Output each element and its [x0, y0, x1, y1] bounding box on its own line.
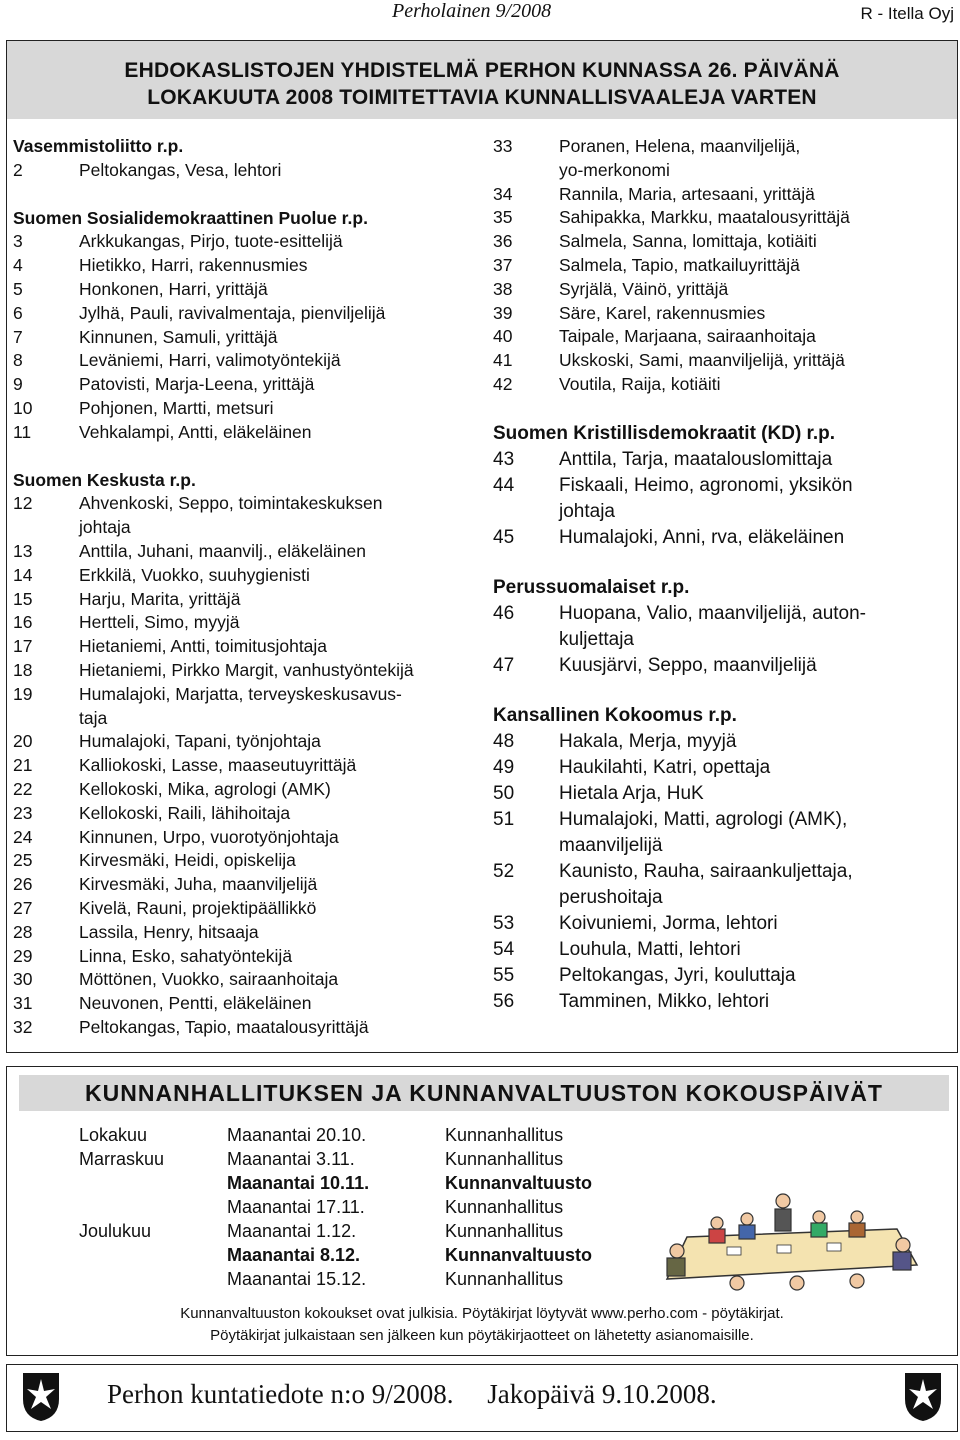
candidate-row [13, 159, 479, 183]
candidate-line: Hietala Arja, HuK [559, 782, 704, 804]
candidate-row [493, 937, 953, 963]
candidate-text [559, 473, 953, 525]
meeting-month [79, 1243, 227, 1267]
candidate-row [13, 897, 479, 921]
party-name: Suomen Kristillisdemokraatit (KD) r.p. [493, 422, 836, 444]
candidate-number: 6 [13, 302, 23, 323]
candidates-title-line1: EHDOKASLISTOJEN YHDISTELMÄ PERHON KUNNASSA 26. PÄIVÄNÄ [124, 59, 840, 82]
candidate-number: 15 [13, 588, 33, 609]
candidate-line: taja [79, 707, 108, 728]
candidates-title-line2: LOKAKUUTA 2008 TOIMITETTAVIA KUNNALLISVAALEJA VARTEN [147, 86, 817, 109]
candidate-line: Fiskaali, Heimo, agronomi, yksikön [559, 474, 853, 496]
candidate-text [559, 859, 953, 911]
candidate-line: Rannila, Maria, artesaani, yrittäjä [559, 183, 815, 204]
candidate-number: 30 [13, 969, 33, 990]
candidate-row [493, 183, 953, 207]
candidate-line: Anttila, Juhani, maanvilj., eläkeläinen [79, 540, 366, 561]
candidate-line: Haukilahti, Katri, opettaja [559, 756, 771, 778]
candidate-row [493, 601, 953, 653]
party-spacer [493, 679, 953, 703]
candidate-text [79, 278, 479, 302]
candidate-text [79, 254, 479, 278]
candidate-row [493, 254, 953, 278]
candidate-text [79, 564, 479, 588]
candidate-number: 42 [493, 373, 513, 394]
candidate-text [559, 911, 953, 937]
meeting-row [79, 1123, 645, 1147]
candidate-line: Lassila, Henry, hitsaaja [79, 921, 259, 942]
party-spacer [493, 551, 953, 575]
candidate-line: kuljettaja [559, 628, 634, 650]
meeting-body: Kunnanhallitus [445, 1149, 564, 1169]
candidate-number: 54 [493, 938, 515, 960]
candidate-row [493, 911, 953, 937]
candidate-row [13, 397, 479, 421]
candidates-title [7, 41, 957, 119]
candidate-text [559, 206, 953, 230]
candidate-line: Möttönen, Vuokko, sairaanhoitaja [79, 969, 339, 990]
candidate-line: Pohjonen, Martti, metsuri [79, 397, 274, 418]
meeting-month: Marraskuu [79, 1149, 165, 1169]
candidate-number: 18 [13, 659, 33, 680]
candidate-row [493, 135, 953, 183]
candidate-number: 39 [493, 302, 513, 323]
meeting-date: Maanantai 10.11. [227, 1173, 370, 1193]
candidate-text [79, 421, 479, 445]
meetings-note-line1: Kunnanvaltuuston kokoukset ovat julkisia. Pöytäkirjat löytyvät www.perho.com - pöytäkirjat. [180, 1305, 784, 1322]
candidate-line: johtaja [559, 500, 615, 522]
candidate-line: johtaja [79, 517, 131, 538]
party-spacer [13, 445, 479, 469]
candidate-number: 43 [493, 448, 515, 470]
candidates-box [6, 40, 958, 1053]
meeting-month [79, 1267, 227, 1291]
candidate-row [493, 989, 953, 1015]
candidate-line: Kinnunen, Samuli, yrittäjä [79, 326, 278, 347]
candidate-line: Taipale, Marjaana, sairaanhoitaja [559, 326, 816, 347]
candidate-row [13, 873, 479, 897]
candidate-text [79, 492, 479, 540]
candidate-row [13, 373, 479, 397]
candidate-row [493, 653, 953, 679]
meetings-note-line2: Pöytäkirjat julkaistaan sen jälkeen kun pöytäkirjaotteet on lähetetty asianomaisille. [210, 1327, 754, 1344]
meeting-month: Joulukuu [79, 1221, 152, 1241]
candidate-line: Sahipakka, Markku, maatalousyrittäjä [559, 207, 850, 228]
candidate-row [493, 807, 953, 859]
meeting-month: Lokakuu [79, 1125, 148, 1145]
meetings-table [79, 1123, 645, 1291]
candidate-number: 48 [493, 730, 515, 752]
candidate-row [13, 540, 479, 564]
candidates-right-column [493, 135, 953, 1015]
candidate-line: Leväniemi, Harri, valimotyöntekijä [79, 350, 341, 371]
candidate-line: Tamminen, Mikko, lehtori [559, 990, 770, 1012]
party-spacer [493, 397, 953, 421]
candidate-row [493, 373, 953, 397]
candidate-line: Kirvesmäki, Heidi, opiskelija [79, 850, 296, 871]
candidate-row [13, 230, 479, 254]
publication-title: Perholainen 9/2008 [392, 0, 552, 22]
candidate-text [79, 968, 479, 992]
candidate-number: 51 [493, 808, 515, 830]
candidate-number: 47 [493, 654, 515, 676]
meetings-title: KUNNANHALLITUKSEN JA KUNNANVALTUUSTON KOKOUSPÄIVÄT [19, 1075, 949, 1111]
candidate-number: 28 [13, 921, 33, 942]
candidate-number: 50 [493, 782, 515, 804]
meeting-body: Kunnanhallitus [445, 1221, 564, 1241]
candidate-text [79, 897, 479, 921]
candidate-line: Syrjälä, Väinö, yrittäjä [559, 278, 729, 299]
candidate-row [13, 492, 479, 540]
candidate-number: 16 [13, 612, 33, 633]
meeting-row [79, 1147, 645, 1171]
party-name: Perussuomalaiset r.p. [493, 576, 690, 598]
candidate-row [13, 968, 479, 992]
candidate-line: perushoitaja [559, 886, 663, 908]
candidate-number: 24 [13, 826, 33, 847]
candidate-row [493, 447, 953, 473]
candidate-row [493, 755, 953, 781]
candidate-row [13, 802, 479, 826]
meeting-body: Kunnanvaltuusto [445, 1173, 592, 1193]
meeting-row [79, 1243, 645, 1267]
candidate-row [493, 302, 953, 326]
candidate-text [79, 540, 479, 564]
candidate-text [559, 601, 953, 653]
meeting-date: Maanantai 8.12. [227, 1245, 361, 1265]
candidate-number: 45 [493, 526, 515, 548]
candidate-row [493, 781, 953, 807]
candidate-row [13, 778, 479, 802]
candidate-number: 20 [13, 731, 33, 752]
candidate-number: 36 [493, 231, 513, 252]
candidate-line: Louhula, Matti, lehtori [559, 938, 741, 960]
candidate-text [559, 729, 953, 755]
candidate-row [493, 859, 953, 911]
candidate-row [13, 921, 479, 945]
party-spacer [13, 183, 479, 207]
candidate-number: 53 [493, 912, 515, 934]
candidate-number: 49 [493, 756, 515, 778]
candidate-line: Vehkalampi, Antti, eläkeläinen [79, 421, 312, 442]
candidate-number: 38 [493, 278, 513, 299]
candidate-row [13, 1016, 479, 1040]
candidate-line: Kellokoski, Mika, agrologi (AMK) [79, 778, 331, 799]
page-header [0, 0, 960, 30]
meeting-row [79, 1195, 645, 1219]
candidate-text [559, 963, 953, 989]
candidate-number: 21 [13, 755, 33, 776]
meeting-row [79, 1267, 645, 1291]
candidate-text [79, 730, 479, 754]
candidate-row [13, 564, 479, 588]
candidate-line: Hietikko, Harri, rakennusmies [79, 255, 308, 276]
meeting-body: Kunnanhallitus [445, 1125, 564, 1145]
candidate-text [79, 921, 479, 945]
candidate-text [79, 826, 479, 850]
candidate-text [559, 937, 953, 963]
candidate-row [13, 826, 479, 850]
candidate-number: 37 [493, 254, 513, 275]
printer-name: R - Itella Oyj [860, 4, 954, 23]
candidate-line: Humalajoki, Marjatta, terveyskeskusavus- [79, 683, 402, 704]
meetings-box [6, 1066, 958, 1356]
candidate-text [79, 683, 479, 731]
candidate-text [559, 653, 953, 679]
candidate-row [13, 326, 479, 350]
candidate-text [559, 278, 953, 302]
candidate-number: 52 [493, 860, 515, 882]
candidate-line: Salmela, Sanna, lomittaja, kotiäiti [559, 231, 817, 252]
candidate-row [493, 473, 953, 525]
candidate-line: Hakala, Merja, myyjä [559, 730, 737, 752]
candidate-text [559, 373, 953, 397]
coat-of-arms-icon [21, 1371, 61, 1423]
candidate-line: Poranen, Helena, maanviljelijä, [559, 136, 801, 156]
meeting-month [79, 1195, 227, 1219]
candidate-number: 46 [493, 602, 515, 624]
candidate-number: 34 [493, 183, 513, 204]
candidate-text [559, 325, 953, 349]
candidate-line: Kinnunen, Urpo, vuorotyönjohtaja [79, 826, 339, 847]
candidate-text [559, 183, 953, 207]
candidate-line: Salmela, Tapio, matkailuyrittäjä [559, 254, 800, 275]
candidate-text [559, 807, 953, 859]
candidate-number: 31 [13, 993, 33, 1014]
candidate-row [13, 278, 479, 302]
right-column-continued [493, 135, 953, 397]
candidate-text [79, 992, 479, 1016]
meeting-table-illustration [647, 1187, 927, 1297]
candidate-row [13, 754, 479, 778]
candidate-line: Ukskoski, Sami, maanviljelijä, yrittäjä [559, 350, 845, 371]
coat-of-arms-icon [903, 1371, 943, 1423]
candidate-number: 22 [13, 778, 33, 799]
meeting-date: Maanantai 15.12. [227, 1269, 367, 1289]
party-name: Kansallinen Kokoomus r.p. [493, 704, 737, 726]
meeting-date: Maanantai 1.12. [227, 1221, 357, 1241]
candidate-text [559, 989, 953, 1015]
candidate-row [13, 421, 479, 445]
candidate-number: 23 [13, 802, 33, 823]
candidate-text [79, 635, 479, 659]
candidate-number: 41 [493, 350, 513, 371]
candidate-row [13, 659, 479, 683]
footer-text: Perhon kuntatiedote n:o 9/2008. Jakopäivä 9.10.2008. [107, 1379, 717, 1409]
candidate-row [13, 349, 479, 373]
candidate-text [559, 349, 953, 373]
candidate-text [79, 754, 479, 778]
party-name: Suomen Keskusta r.p. [13, 469, 196, 490]
candidate-line: Säre, Karel, rakennusmies [559, 302, 766, 323]
candidate-row [493, 963, 953, 989]
candidate-row [493, 525, 953, 551]
candidate-line: Neuvonen, Pentti, eläkeläinen [79, 993, 312, 1014]
candidate-number: 5 [13, 278, 23, 299]
footer-box [6, 1364, 958, 1432]
candidate-number: 29 [13, 945, 33, 966]
candidate-line: maanviljelijä [559, 834, 663, 856]
candidate-number: 4 [13, 255, 23, 276]
candidate-number: 2 [13, 159, 23, 180]
candidate-row [493, 325, 953, 349]
candidate-number: 25 [13, 850, 33, 871]
candidate-line: Kalliokoski, Lasse, maaseutuyrittäjä [79, 755, 357, 776]
meeting-date: Maanantai 17.11. [227, 1197, 365, 1217]
candidate-line: Koivuniemi, Jorma, lehtori [559, 912, 778, 934]
candidate-number: 17 [13, 636, 33, 657]
meeting-date: Maanantai 3.11. [227, 1149, 355, 1169]
candidate-text [79, 397, 479, 421]
candidate-line: Peltokangas, Jyri, kouluttaja [559, 964, 796, 986]
candidate-line: Kuusjärvi, Seppo, maanviljelijä [559, 654, 817, 676]
candidate-line: Hietaniemi, Pirkko Margit, vanhustyöntekijä [79, 659, 414, 680]
candidate-text [79, 1016, 479, 1040]
candidate-number: 27 [13, 897, 33, 918]
candidate-number: 3 [13, 231, 23, 252]
candidate-line: Harju, Marita, yrittäjä [79, 588, 241, 609]
candidate-number: 14 [13, 564, 33, 585]
candidate-text [559, 135, 953, 183]
candidate-text [79, 230, 479, 254]
candidate-number: 11 [13, 421, 32, 442]
candidate-row [13, 992, 479, 1016]
candidate-row [13, 730, 479, 754]
candidate-line: Humalajoki, Anni, rva, eläkeläinen [559, 526, 845, 548]
candidate-row [13, 254, 479, 278]
candidate-text [79, 611, 479, 635]
candidate-row [493, 206, 953, 230]
candidate-line: yo-merkonomi [559, 159, 670, 180]
candidate-line: Voutila, Raija, kotiäiti [559, 373, 721, 394]
meeting-body: Kunnanhallitus [445, 1269, 564, 1289]
candidate-text [79, 326, 479, 350]
candidate-number: 35 [493, 207, 513, 228]
candidate-row [13, 588, 479, 612]
candidate-line: Kivelä, Rauni, projektipäällikkö [79, 897, 317, 918]
candidate-number: 19 [13, 683, 33, 704]
candidate-line: Humalajoki, Matti, agrologi (AMK), [559, 808, 848, 830]
candidate-number: 8 [13, 350, 23, 371]
candidate-text [79, 588, 479, 612]
candidate-row [13, 611, 479, 635]
meeting-body: Kunnanvaltuusto [445, 1245, 592, 1265]
candidates-left-column [13, 135, 479, 1040]
meetings-note [7, 1303, 957, 1347]
candidate-text [559, 755, 953, 781]
candidate-line: Linna, Esko, sahatyöntekijä [79, 945, 293, 966]
candidate-row [13, 849, 479, 873]
candidate-line: Anttila, Tarja, maatalouslomittaja [559, 448, 833, 470]
meeting-body: Kunnanhallitus [445, 1197, 564, 1217]
candidate-line: Hertteli, Simo, myyjä [79, 612, 240, 633]
candidate-text [79, 659, 479, 683]
candidate-text [559, 781, 953, 807]
candidate-row [13, 945, 479, 969]
candidate-text [559, 302, 953, 326]
candidate-line: Huopana, Valio, maanviljelijä, auton- [559, 602, 866, 624]
candidate-row [13, 302, 479, 326]
candidate-text [559, 254, 953, 278]
candidate-row [493, 349, 953, 373]
candidate-number: 33 [493, 136, 513, 156]
party-name: Vasemmistoliitto r.p. [13, 136, 184, 156]
candidate-text [79, 873, 479, 897]
candidate-line: Honkonen, Harri, yrittäjä [79, 278, 268, 299]
candidate-number: 13 [13, 540, 33, 561]
meeting-row [79, 1171, 645, 1195]
meeting-date: Maanantai 20.10. [227, 1125, 367, 1145]
meeting-month [79, 1171, 227, 1195]
candidate-number: 12 [13, 493, 33, 514]
candidate-text [79, 159, 479, 183]
candidate-row [13, 683, 479, 731]
candidate-row [493, 230, 953, 254]
candidate-line: Erkkilä, Vuokko, suuhygienisti [79, 564, 310, 585]
right-column-parties [493, 397, 953, 1015]
candidate-row [493, 278, 953, 302]
candidate-text [79, 849, 479, 873]
candidate-line: Patovisti, Marja-Leena, yrittäjä [79, 374, 315, 395]
candidate-line: Jylhä, Pauli, ravivalmentaja, pienviljelijä [79, 302, 386, 323]
candidate-number: 55 [493, 964, 515, 986]
candidate-number: 9 [13, 374, 23, 395]
candidate-text [79, 302, 479, 326]
candidate-row [13, 635, 479, 659]
candidate-text [79, 778, 479, 802]
candidate-line: Peltokangas, Tapio, maatalousyrittäjä [79, 1016, 369, 1037]
candidate-number: 44 [493, 474, 515, 496]
candidate-line: Humalajoki, Tapani, työnjohtaja [79, 731, 321, 752]
candidate-text [79, 349, 479, 373]
candidate-text [559, 230, 953, 254]
candidate-line: Kirvesmäki, Juha, maanviljelijä [79, 874, 318, 895]
candidate-line: Peltokangas, Vesa, lehtori [79, 159, 282, 180]
candidate-line: Arkkukangas, Pirjo, tuote-esittelijä [79, 231, 343, 252]
candidate-number: 32 [13, 1016, 33, 1037]
candidate-line: Kaunisto, Rauha, sairaankuljettaja, [559, 860, 853, 882]
candidate-number: 26 [13, 874, 33, 895]
candidate-text [79, 373, 479, 397]
candidate-text [79, 945, 479, 969]
meeting-row [79, 1219, 645, 1243]
candidate-text [559, 525, 953, 551]
candidate-line: Ahvenkoski, Seppo, toimintakeskuksen [79, 493, 383, 514]
candidate-line: Hietaniemi, Antti, toimitusjohtaja [79, 636, 328, 657]
candidate-number: 56 [493, 990, 515, 1012]
candidate-row [493, 729, 953, 755]
party-name: Suomen Sosialidemokraattinen Puolue r.p. [13, 207, 368, 228]
candidate-line: Kellokoski, Raili, lähihoitaja [79, 802, 291, 823]
candidate-text [79, 802, 479, 826]
candidate-text [559, 447, 953, 473]
candidate-number: 10 [13, 397, 33, 418]
candidate-number: 40 [493, 326, 513, 347]
candidate-number: 7 [13, 326, 23, 347]
